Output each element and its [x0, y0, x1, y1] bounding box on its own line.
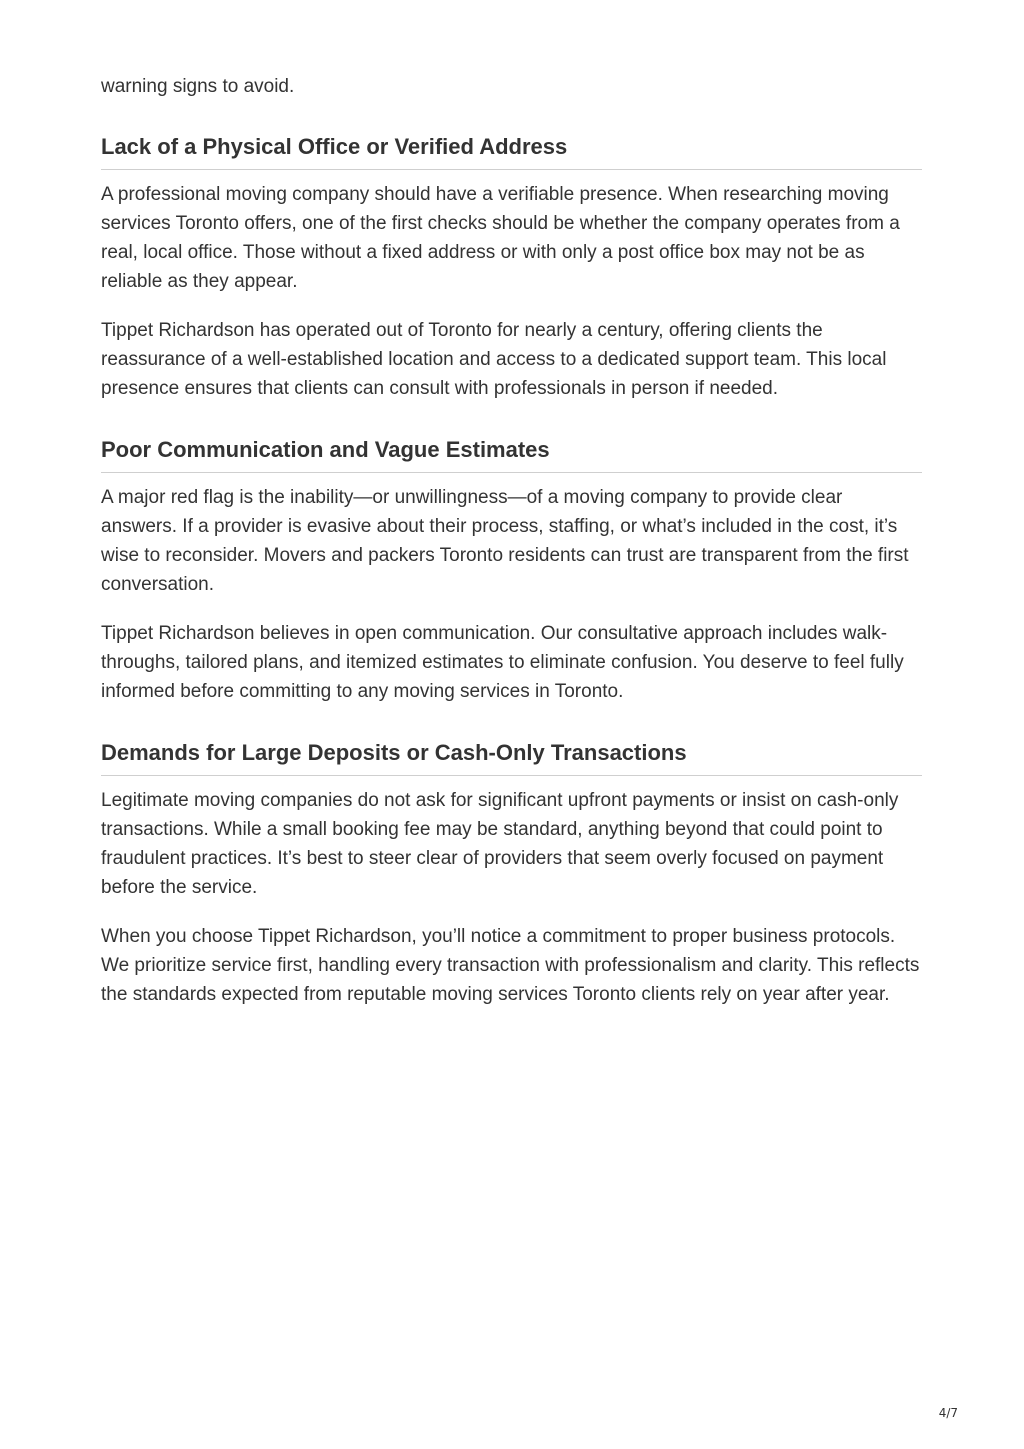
document-content — [101, 72, 922, 1041]
section-body — [101, 786, 922, 1009]
page-number: 4/7 — [938, 1406, 958, 1420]
section-deposits-cash — [101, 738, 922, 1009]
paragraph: Legitimate moving companies do not ask for significant upfront payments or insist on cash-only transactions. While a small booking fee may be standard, anything beyond that could point to fraudulent practices. It’s best to steer clear of providers that seem overly focused on payment before the service. — [101, 790, 899, 898]
paragraph: A major red flag is the inability—or unwillingness—of a moving company to provide clear answers. If a provider is evasive about their process, staffing, or what’s included in the cost, it’s wise to reconsider. Movers and packers Toronto residents can trust are transparent from the first conversation. — [101, 487, 909, 595]
section-body — [101, 180, 922, 403]
paragraph: Tippet Richardson believes in open communication. Our consultative approach includes walk-throughs, tailored plans, and itemized estimates to eliminate confusion. You deserve to feel fully informed before committing to any moving services in Toronto. — [101, 623, 904, 702]
paragraph: When you choose Tippet Richardson, you’ll notice a commitment to proper business protocols. We prioritize service first, handling every transaction with professionalism and clarity. This reflects the standards expected from reputable moving services Toronto clients rely on year after year. — [101, 926, 920, 1005]
section-communication-estimates — [101, 435, 922, 706]
section-heading: Demands for Large Deposits or Cash-Only Transactions — [101, 738, 922, 776]
paragraph: A professional moving company should have a verifiable presence. When researching moving services Toronto offers, one of the first checks should be whether the company operates from a real, local office. Those without a fixed address or with only a post office box may not be as reliable as they appear. — [101, 184, 900, 292]
section-body — [101, 483, 922, 706]
section-physical-office — [101, 132, 922, 403]
paragraph: Tippet Richardson has operated out of Toronto for nearly a century, offering clients the reassurance of a well-established location and access to a dedicated support team. This local presence ensures that clients can consult with professionals in person if needed. — [101, 320, 887, 399]
section-heading: Lack of a Physical Office or Verified Address — [101, 132, 922, 170]
section-heading: Poor Communication and Vague Estimates — [101, 435, 922, 473]
intro-fragment: warning signs to avoid. — [101, 76, 295, 97]
